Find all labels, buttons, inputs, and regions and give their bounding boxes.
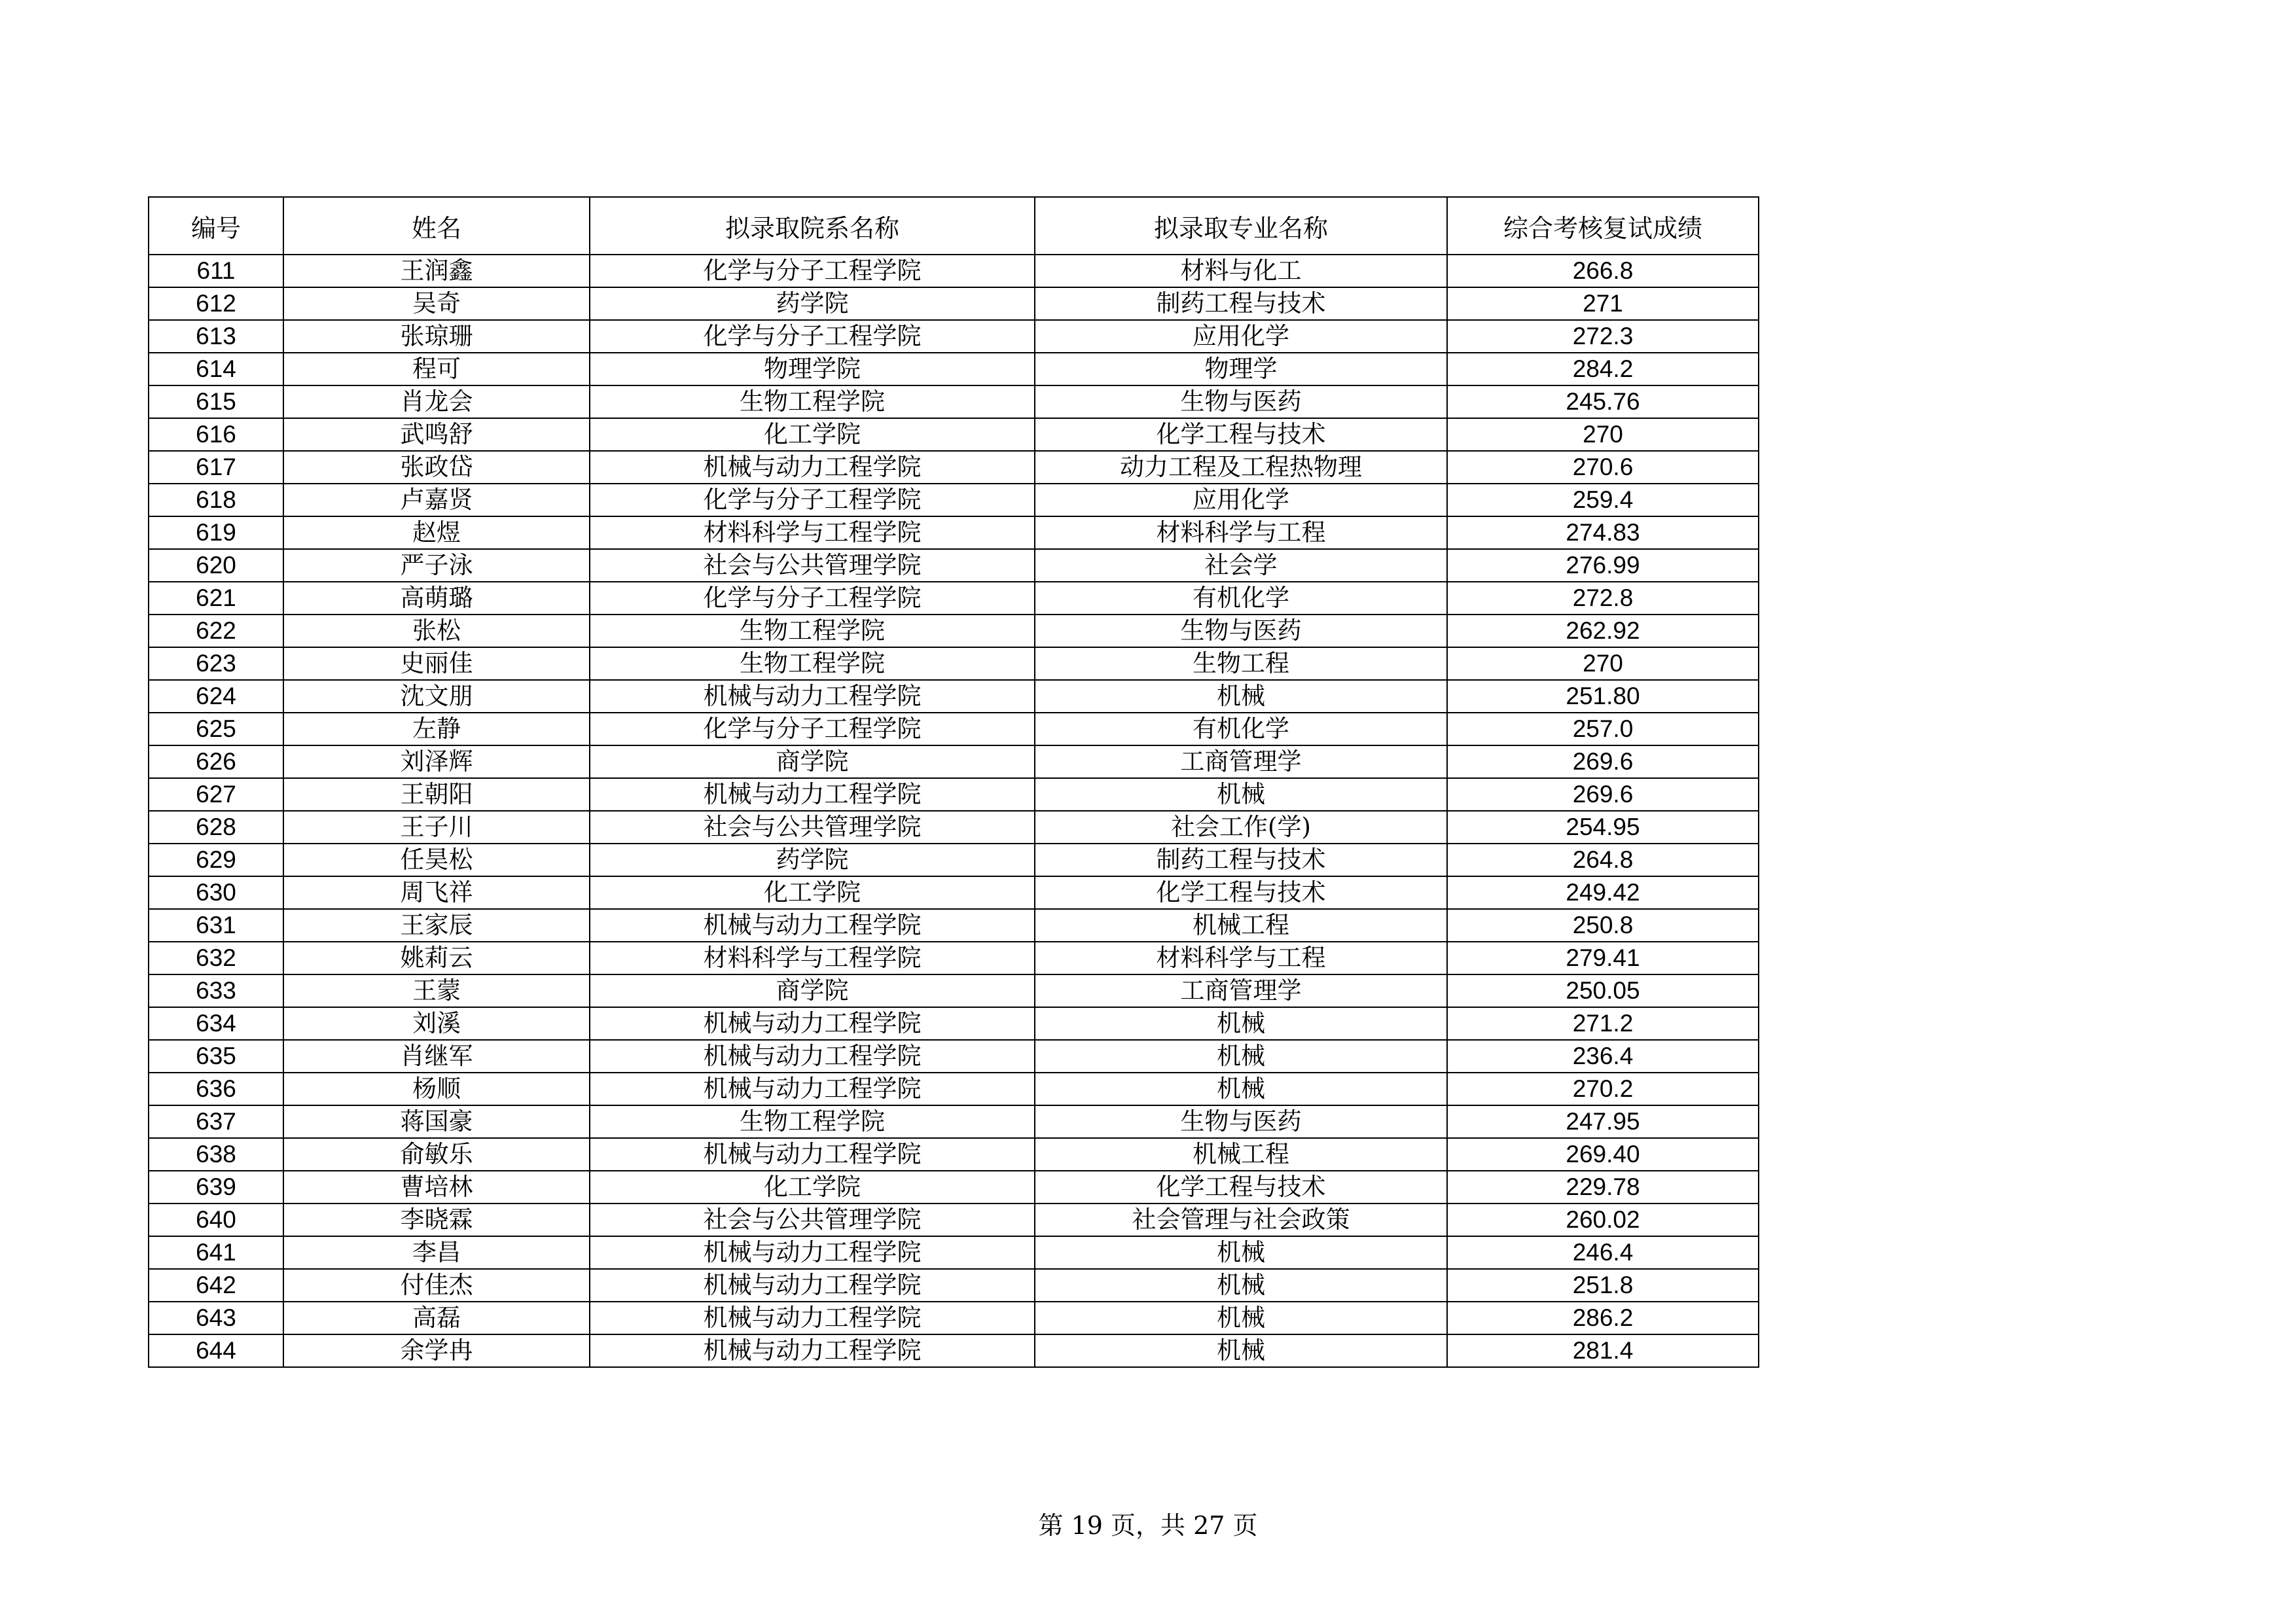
cell-name: 吴奇 [283,287,590,320]
cell-major: 机械 [1035,1007,1447,1040]
cell-major: 化学工程与技术 [1035,876,1447,909]
table-row [149,942,1759,974]
cell-department: 生物工程学院 [590,1105,1035,1138]
cell-department: 药学院 [590,287,1035,320]
table-row [149,255,1759,287]
cell-score: 245.76 [1447,385,1759,418]
cell-department: 机械与动力工程学院 [590,1040,1035,1073]
cell-id: 644 [149,1334,283,1367]
cell-id: 619 [149,516,283,549]
cell-id: 639 [149,1171,283,1204]
cell-major: 应用化学 [1035,484,1447,516]
cell-score: 269.6 [1447,778,1759,811]
cell-name: 张松 [283,615,590,647]
table-row [149,385,1759,418]
cell-id: 626 [149,745,283,778]
cell-id: 640 [149,1204,283,1236]
cell-id: 624 [149,680,283,713]
cell-major: 机械 [1035,1040,1447,1073]
cell-score: 236.4 [1447,1040,1759,1073]
cell-score: 274.83 [1447,516,1759,549]
cell-name: 周飞祥 [283,876,590,909]
cell-id: 615 [149,385,283,418]
cell-major: 生物与医药 [1035,385,1447,418]
cell-department: 化工学院 [590,418,1035,451]
cell-major: 机械 [1035,680,1447,713]
cell-department: 机械与动力工程学院 [590,1236,1035,1269]
cell-score: 272.3 [1447,320,1759,353]
cell-score: 272.8 [1447,582,1759,615]
cell-name: 王润鑫 [283,255,590,287]
cell-score: 257.0 [1447,713,1759,745]
cell-major: 机械 [1035,1236,1447,1269]
cell-score: 269.6 [1447,745,1759,778]
cell-major: 材料科学与工程 [1035,516,1447,549]
cell-id: 611 [149,255,283,287]
cell-name: 王朝阳 [283,778,590,811]
table-row [149,745,1759,778]
cell-id: 634 [149,1007,283,1040]
cell-name: 王子川 [283,811,590,844]
cell-name: 程可 [283,353,590,385]
cell-id: 625 [149,713,283,745]
cell-id: 620 [149,549,283,582]
header-name: 姓名 [283,197,590,255]
cell-id: 638 [149,1138,283,1171]
cell-id: 631 [149,909,283,942]
cell-score: 279.41 [1447,942,1759,974]
cell-major: 生物工程 [1035,647,1447,680]
cell-department: 机械与动力工程学院 [590,778,1035,811]
cell-id: 632 [149,942,283,974]
cell-id: 642 [149,1269,283,1302]
table-row [149,582,1759,615]
cell-major: 物理学 [1035,353,1447,385]
table-row [149,353,1759,385]
cell-score: 254.95 [1447,811,1759,844]
cell-score: 271.2 [1447,1007,1759,1040]
cell-score: 259.4 [1447,484,1759,516]
cell-department: 药学院 [590,844,1035,876]
cell-score: 262.92 [1447,615,1759,647]
cell-id: 629 [149,844,283,876]
cell-id: 643 [149,1302,283,1334]
table-row [149,876,1759,909]
cell-score: 276.99 [1447,549,1759,582]
table-row [149,418,1759,451]
cell-name: 余学冉 [283,1334,590,1367]
header-id: 编号 [149,197,283,255]
cell-score: 269.40 [1447,1138,1759,1171]
table-row [149,320,1759,353]
cell-id: 612 [149,287,283,320]
cell-department: 社会与公共管理学院 [590,811,1035,844]
cell-major: 应用化学 [1035,320,1447,353]
table-row [149,1334,1759,1367]
cell-score: 260.02 [1447,1204,1759,1236]
header-department: 拟录取院系名称 [590,197,1035,255]
cell-id: 637 [149,1105,283,1138]
cell-name: 李昌 [283,1236,590,1269]
cell-major: 社会管理与社会政策 [1035,1204,1447,1236]
cell-department: 材料科学与工程学院 [590,516,1035,549]
cell-major: 机械 [1035,1269,1447,1302]
cell-department: 机械与动力工程学院 [590,1007,1035,1040]
cell-department: 机械与动力工程学院 [590,680,1035,713]
cell-department: 机械与动力工程学院 [590,451,1035,484]
cell-id: 636 [149,1073,283,1105]
table-row [149,615,1759,647]
cell-score: 229.78 [1447,1171,1759,1204]
cell-name: 俞敏乐 [283,1138,590,1171]
table-row [149,909,1759,942]
cell-department: 生物工程学院 [590,385,1035,418]
cell-major: 化学工程与技术 [1035,1171,1447,1204]
cell-score: 286.2 [1447,1302,1759,1334]
cell-department: 机械与动力工程学院 [590,1138,1035,1171]
cell-major: 工商管理学 [1035,745,1447,778]
cell-major: 材料科学与工程 [1035,942,1447,974]
cell-department: 化学与分子工程学院 [590,255,1035,287]
cell-department: 商学院 [590,974,1035,1007]
cell-department: 社会与公共管理学院 [590,549,1035,582]
cell-score: 284.2 [1447,353,1759,385]
cell-id: 618 [149,484,283,516]
cell-id: 628 [149,811,283,844]
cell-name: 蒋国豪 [283,1105,590,1138]
cell-id: 635 [149,1040,283,1073]
cell-score: 250.05 [1447,974,1759,1007]
cell-major: 机械工程 [1035,909,1447,942]
cell-name: 李晓霖 [283,1204,590,1236]
cell-name: 武鸣舒 [283,418,590,451]
cell-name: 左静 [283,713,590,745]
cell-score: 249.42 [1447,876,1759,909]
cell-major: 社会工作(学) [1035,811,1447,844]
cell-department: 生物工程学院 [590,647,1035,680]
table-row [149,1302,1759,1334]
cell-major: 机械 [1035,1334,1447,1367]
table-row [149,1073,1759,1105]
cell-score: 246.4 [1447,1236,1759,1269]
table-row [149,680,1759,713]
table-row [149,516,1759,549]
cell-name: 肖继军 [283,1040,590,1073]
header-major: 拟录取专业名称 [1035,197,1447,255]
cell-major: 生物与医药 [1035,1105,1447,1138]
header-score: 综合考核复试成绩 [1447,197,1759,255]
cell-id: 641 [149,1236,283,1269]
cell-major: 机械 [1035,1073,1447,1105]
cell-id: 616 [149,418,283,451]
admission-table [148,196,1759,1368]
cell-department: 生物工程学院 [590,615,1035,647]
cell-name: 杨顺 [283,1073,590,1105]
cell-score: 281.4 [1447,1334,1759,1367]
cell-department: 物理学院 [590,353,1035,385]
cell-score: 251.80 [1447,680,1759,713]
cell-id: 630 [149,876,283,909]
table-row [149,1269,1759,1302]
cell-major: 机械 [1035,1302,1447,1334]
table-row [149,1236,1759,1269]
cell-score: 251.8 [1447,1269,1759,1302]
cell-name: 王家辰 [283,909,590,942]
cell-id: 621 [149,582,283,615]
cell-major: 有机化学 [1035,582,1447,615]
page-number-footer: 第 19 页，共 27 页 [1038,1511,1258,1540]
cell-major: 工商管理学 [1035,974,1447,1007]
table-row [149,287,1759,320]
cell-name: 严子泳 [283,549,590,582]
cell-major: 制药工程与技术 [1035,287,1447,320]
cell-major: 机械工程 [1035,1138,1447,1171]
table-row [149,647,1759,680]
cell-name: 王蒙 [283,974,590,1007]
cell-department: 商学院 [590,745,1035,778]
cell-department: 机械与动力工程学院 [590,909,1035,942]
table-row [149,1040,1759,1073]
table-row [149,1204,1759,1236]
table-row [149,778,1759,811]
cell-department: 化学与分子工程学院 [590,320,1035,353]
table-row [149,484,1759,516]
cell-score: 270.6 [1447,451,1759,484]
table-row [149,1171,1759,1204]
cell-department: 机械与动力工程学院 [590,1073,1035,1105]
cell-department: 化工学院 [590,1171,1035,1204]
cell-department: 化学与分子工程学院 [590,713,1035,745]
cell-id: 623 [149,647,283,680]
cell-score: 270.2 [1447,1073,1759,1105]
table-row [149,1138,1759,1171]
cell-score: 270 [1447,418,1759,451]
cell-id: 617 [149,451,283,484]
table-row [149,549,1759,582]
cell-name: 刘溪 [283,1007,590,1040]
table-row [149,974,1759,1007]
table-row [149,1007,1759,1040]
cell-major: 制药工程与技术 [1035,844,1447,876]
table-row [149,844,1759,876]
cell-score: 271 [1447,287,1759,320]
cell-major: 化学工程与技术 [1035,418,1447,451]
cell-score: 266.8 [1447,255,1759,287]
cell-score: 250.8 [1447,909,1759,942]
cell-name: 史丽佳 [283,647,590,680]
cell-department: 机械与动力工程学院 [590,1302,1035,1334]
cell-name: 曹培林 [283,1171,590,1204]
cell-name: 沈文朋 [283,680,590,713]
cell-name: 卢嘉贤 [283,484,590,516]
cell-name: 高磊 [283,1302,590,1334]
cell-major: 社会学 [1035,549,1447,582]
cell-major: 生物与医药 [1035,615,1447,647]
cell-department: 材料科学与工程学院 [590,942,1035,974]
cell-name: 张琼珊 [283,320,590,353]
cell-score: 270 [1447,647,1759,680]
cell-id: 613 [149,320,283,353]
table-row [149,713,1759,745]
table-row [149,1105,1759,1138]
cell-score: 264.8 [1447,844,1759,876]
cell-id: 622 [149,615,283,647]
cell-name: 刘泽辉 [283,745,590,778]
cell-department: 机械与动力工程学院 [590,1334,1035,1367]
cell-id: 627 [149,778,283,811]
cell-name: 肖龙会 [283,385,590,418]
cell-name: 任昊松 [283,844,590,876]
table-body [149,255,1759,1367]
cell-department: 机械与动力工程学院 [590,1269,1035,1302]
cell-name: 张政岱 [283,451,590,484]
table-row [149,451,1759,484]
cell-department: 化学与分子工程学院 [590,484,1035,516]
cell-major: 机械 [1035,778,1447,811]
cell-name: 赵煜 [283,516,590,549]
cell-major: 有机化学 [1035,713,1447,745]
cell-id: 633 [149,974,283,1007]
cell-name: 付佳杰 [283,1269,590,1302]
cell-department: 化工学院 [590,876,1035,909]
cell-department: 社会与公共管理学院 [590,1204,1035,1236]
cell-major: 材料与化工 [1035,255,1447,287]
cell-id: 614 [149,353,283,385]
cell-name: 高萌璐 [283,582,590,615]
table-header-row [149,197,1759,255]
cell-department: 化学与分子工程学院 [590,582,1035,615]
cell-major: 动力工程及工程热物理 [1035,451,1447,484]
table-row [149,811,1759,844]
cell-name: 姚莉云 [283,942,590,974]
cell-score: 247.95 [1447,1105,1759,1138]
